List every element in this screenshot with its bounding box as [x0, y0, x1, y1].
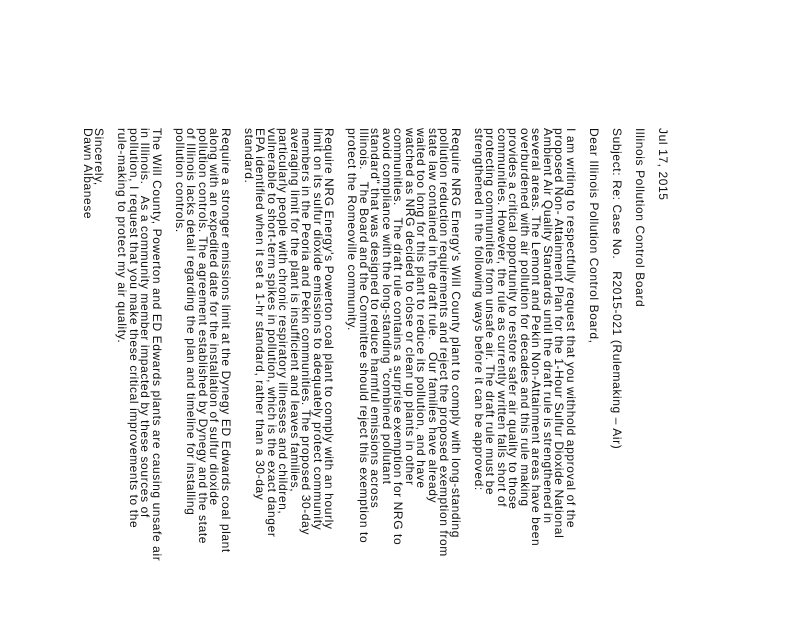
paragraph-line: overburdened with air pollution for decades and this rule making	[518, 128, 532, 507]
paragraph-line: Require NRG Energy's Powerton coal plant to comply with an hourly	[322, 128, 337, 530]
paragraph-line: proposed Non- Attainment Plan for the 1-Hour Sulfur Dioxide National	[552, 128, 567, 539]
paragraph-line: members in the Peoria and Pekin communities. The proposed 30-day	[299, 128, 314, 536]
letter-body	[82, 128, 669, 561]
paragraph-line: state law contained in the draft rule. Our families have already	[426, 128, 440, 504]
paragraph-line: Ambient Air Quality Standards until the draft rule is strengthened in	[541, 128, 555, 524]
paragraph-line: waited too long for this plant to reduce its pollution, and have	[414, 128, 429, 489]
paragraph-line: vulnerable to short-term spikes in pollution, which is the exact danger	[265, 128, 279, 538]
paragraph-line: protect the Romeoville community.	[345, 128, 360, 331]
paragraph-line: I am writing to respectfully request that you withhold approval of the	[564, 128, 578, 529]
paragraph-line: along with an expedited date for the installation of sulfur dioxide	[207, 128, 222, 506]
paragraph-line: limit on its sulfur dioxide emissions to adequately protect community	[311, 128, 325, 531]
letter-paragraphs	[105, 128, 577, 561]
paragraph-line: particularly people with chronic respiratory illnesses and children,	[276, 128, 291, 515]
paragraph-line: protecting communities from unsafe air. The draft rule must be	[483, 128, 498, 496]
paragraph-line: provides a critical opportunity to restore safer air quality to those	[506, 128, 521, 510]
paragraph-line: Require NRG Energy's Will County plant to comply with long-standing	[449, 128, 463, 538]
paragraph-line: rule-making to protect my air quality.	[115, 128, 130, 344]
letter-paragraph	[335, 128, 462, 561]
letter-salutation: Dear Illinois Pollution Control Board,	[587, 128, 601, 344]
letter-paragraph	[231, 128, 335, 561]
paragraph-line: in Illinois. As a community member impacted by these sources of	[138, 128, 153, 518]
paragraph-line: pollution controls. The agreement established by Dynegy and the state	[196, 128, 210, 545]
letter-closing: Sincerely,	[92, 128, 107, 186]
paragraph-line: EPA identified when it set a 1-hr standard, rather than a 30-day	[253, 128, 268, 501]
letter-paragraph	[105, 128, 163, 561]
paragraph-line: standard.	[242, 128, 256, 184]
letter-recipient: Illinois Pollution Control Board	[633, 128, 647, 308]
paragraph-line: communities. The draft rule contains a surprise exemption for NRG to	[391, 128, 406, 546]
letter-paragraph	[162, 128, 231, 561]
paragraph-line: watched as NRG decided to close or clean up plants in other	[403, 128, 417, 486]
paragraph-line: strengthened in the following ways before it can be approved:	[472, 128, 486, 491]
paragraph-line: pollution reduction requirements and reject the proposed exemption from	[437, 128, 452, 557]
paragraph-line: The Will County, Powerton and ED Edwards plants are causing unsafe air	[150, 128, 164, 562]
paragraph-line: pollution, I request that you make these critical improvements to the	[127, 128, 141, 529]
paragraph-line: Illinois. The Board and the Committee should reject this exemption to	[357, 128, 371, 544]
paragraph-line: Require a stronger emissions limit at the Dynegy ED Edwards coal plant	[219, 128, 233, 553]
letter-date: Jul 17, 2015	[656, 128, 670, 201]
paragraph-line: communities. However, the rule as currently written falls short of	[495, 128, 509, 508]
letter-signature: Dawn Albanese	[81, 128, 95, 220]
letter-paragraph	[461, 128, 576, 561]
letter-subject: Subject: Re: Case No. R2015-021 (Rulemaking – Air)	[610, 128, 624, 450]
paragraph-line: of Illinois lacks detail regarding the plan and timeline for installing	[184, 128, 199, 516]
paragraph-line: avoid compliance with the long-standing "combined pollutant	[380, 128, 394, 485]
paragraph-line: several areas. The Lemont and Pekin Non-Attainment areas have been	[529, 128, 544, 547]
paragraph-line: pollution controls.	[173, 128, 187, 233]
paragraph-line: averaging limit for the plant is insufficient and leaves families,	[288, 128, 302, 493]
paragraph-line: standard" that was designed to reduce harmful emissions across	[368, 128, 383, 509]
